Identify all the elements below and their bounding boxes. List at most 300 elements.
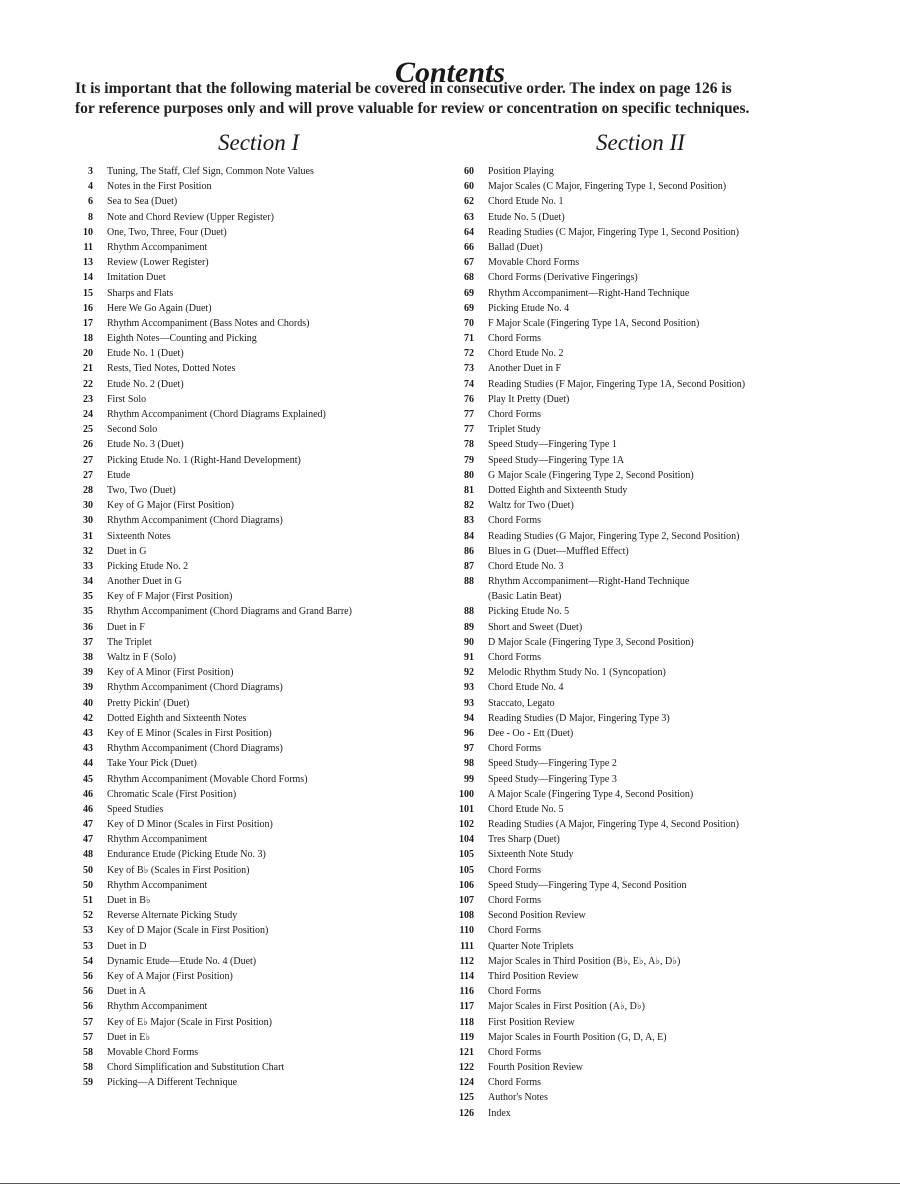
toc-entry xyxy=(74,984,444,999)
toc-entry-title: Key of F Major (First Position) xyxy=(107,591,233,603)
toc-entry-page: 84 xyxy=(464,530,474,542)
toc-entry-title: Chord Forms xyxy=(488,925,542,937)
toc-entry-page: 100 xyxy=(459,788,474,800)
toc-entry-page: 42 xyxy=(83,712,93,724)
toc-entry xyxy=(74,787,444,802)
toc-entry xyxy=(74,422,444,437)
toc-entry-title: Sixteenth Note Study xyxy=(488,849,574,861)
toc-entry-page: 24 xyxy=(83,409,93,420)
toc-entry xyxy=(74,164,444,179)
toc-entry xyxy=(74,696,444,711)
toc-entry xyxy=(448,1075,848,1090)
toc-entry xyxy=(448,240,848,255)
toc-entry-title: Chord Forms xyxy=(488,1046,542,1058)
toc-entry-page: 10 xyxy=(83,226,93,238)
toc-entry-title: Speed Study—Fingering Type 2 xyxy=(488,758,617,770)
toc-entry xyxy=(448,604,848,619)
toc-entry xyxy=(448,772,848,787)
toc-entry-title: Chord Etude No. 1 xyxy=(488,196,564,208)
toc-entry-title: Sixteenth Notes xyxy=(107,530,171,542)
toc-entry-title: Dynamic Etude—Etude No. 4 (Duet) xyxy=(107,955,257,967)
toc-entry-page: 68 xyxy=(464,272,474,284)
toc-entry-title: Rhythm Accompaniment (Bass Notes and Chords) xyxy=(107,317,310,329)
toc-entry-page: 25 xyxy=(83,424,93,436)
toc-entry-page: 34 xyxy=(83,576,93,588)
toc-entry-page: 119 xyxy=(459,1031,474,1043)
toc-entry-title: First Solo xyxy=(107,393,147,405)
toc-entry xyxy=(448,286,848,301)
toc-entry xyxy=(448,210,848,225)
toc-entry-title: Chord Forms (Derivative Fingerings) xyxy=(488,272,638,284)
toc-entry-title: One, Two, Three, Four (Duet) xyxy=(107,226,227,238)
toc-entry xyxy=(448,361,848,376)
toc-entry-page: 44 xyxy=(83,758,93,770)
toc-entry-page: 56 xyxy=(83,970,93,982)
toc-entry-title: Chord Simplification and Substitution Chart xyxy=(107,1062,285,1074)
toc-entry xyxy=(448,179,848,194)
toc-entry-page: 94 xyxy=(464,712,474,724)
toc-entry xyxy=(74,331,444,346)
toc-entry-title: Rhythm Accompaniment (Chord Diagrams) xyxy=(107,743,283,755)
toc-entry-page: 106 xyxy=(459,879,474,891)
toc-entry xyxy=(74,939,444,954)
toc-entry xyxy=(448,437,848,452)
toc-entry xyxy=(74,544,444,559)
toc-entry-page: 4 xyxy=(88,181,93,193)
toc-entry xyxy=(448,316,848,331)
toc-entry xyxy=(74,1060,444,1075)
toc-entry xyxy=(448,1015,848,1030)
toc-entry-page: 30 xyxy=(83,515,93,527)
toc-entry-title: Chord Forms xyxy=(488,743,542,755)
toc-entry-page: 26 xyxy=(83,439,93,451)
toc-entry-title: Third Position Review xyxy=(488,970,579,982)
toc-entry xyxy=(448,863,848,878)
toc-entry-title: F Major Scale (Fingering Type 1A, Second Position) xyxy=(488,317,700,329)
toc-entry-page: 32 xyxy=(83,545,93,557)
toc-entry-page: 110 xyxy=(459,925,474,937)
toc-entry-title: Quarter Note Triplets xyxy=(488,940,574,952)
toc-entry-title: Etude No. 3 (Duet) xyxy=(107,439,184,451)
toc-entry-title: Chord Forms xyxy=(488,1077,542,1089)
toc-entry xyxy=(448,999,848,1014)
toc-entry-title: Chord Forms xyxy=(488,409,542,420)
toc-entry-page: 93 xyxy=(464,697,474,709)
toc-entry xyxy=(448,589,848,604)
toc-entry-title: Movable Chord Forms xyxy=(488,257,580,269)
toc-entry-page: 36 xyxy=(83,621,93,633)
toc-entry-page: 58 xyxy=(83,1046,93,1058)
toc-entry-title: Sharps and Flats xyxy=(107,287,174,299)
toc-entry-page: 83 xyxy=(464,515,474,527)
toc-entry xyxy=(74,999,444,1014)
toc-entry-page: 69 xyxy=(464,287,474,299)
toc-entry-title: Speed Study—Fingering Type 1A xyxy=(488,454,625,466)
toc-entry-page: 112 xyxy=(459,955,474,967)
toc-entry-page: 88 xyxy=(464,576,474,588)
toc-entry xyxy=(74,529,444,544)
toc-entry xyxy=(448,529,848,544)
toc-entry xyxy=(448,498,848,513)
toc-entry-title: Duet in A xyxy=(107,986,146,998)
toc-entry xyxy=(74,817,444,832)
toc-entry xyxy=(74,635,444,650)
toc-entry-page: 48 xyxy=(83,849,93,861)
toc-entry xyxy=(448,392,848,407)
toc-entry xyxy=(448,726,848,741)
toc-entry-title: Key of E Minor (Scales in First Position) xyxy=(107,727,272,739)
toc-entry-page: 117 xyxy=(459,1001,474,1013)
toc-entry-title: Chord Forms xyxy=(488,986,542,998)
toc-entry-title: Key of D Minor (Scales in First Position) xyxy=(107,819,273,831)
toc-entry xyxy=(74,316,444,331)
toc-entry xyxy=(448,787,848,802)
toc-entry-page: 125 xyxy=(459,1092,474,1104)
toc-entry-page: 50 xyxy=(83,864,93,876)
toc-entry-page: 23 xyxy=(83,393,93,405)
toc-entry-title: Rhythm Accompaniment (Movable Chord Forms) xyxy=(107,773,308,785)
toc-entry-title: Chord Etude No. 4 xyxy=(488,682,564,694)
toc-entry-page: 52 xyxy=(83,910,93,922)
bottom-rule xyxy=(0,1183,900,1184)
toc-entry xyxy=(74,483,444,498)
toc-entry-title: Speed Studies xyxy=(107,803,164,815)
toc-entry-title: Movable Chord Forms xyxy=(107,1046,199,1058)
toc-entry xyxy=(448,984,848,999)
toc-entry-page: 63 xyxy=(464,211,474,223)
toc-entry xyxy=(448,802,848,817)
toc-entry-page: 31 xyxy=(83,530,93,542)
toc-entry-page: 60 xyxy=(464,166,474,177)
toc-entry-title: D Major Scale (Fingering Type 3, Second Position) xyxy=(488,636,694,648)
toc-entry-page: 116 xyxy=(459,986,474,998)
page-title: Contents xyxy=(394,56,506,90)
toc-entry xyxy=(74,286,444,301)
toc-entry-title: Picking Etude No. 4 xyxy=(488,302,570,314)
toc-entry-page: 37 xyxy=(83,636,93,648)
toc-entry xyxy=(448,878,848,893)
toc-entry-title: Speed Study—Fingering Type 4, Second Position xyxy=(488,879,687,891)
toc-entry xyxy=(74,620,444,635)
toc-entry-title: Rests, Tied Notes, Dotted Notes xyxy=(107,363,236,375)
toc-entry-title: Rhythm Accompaniment (Chord Diagrams) xyxy=(107,682,283,694)
toc-entry-title: Dotted Eighth and Sixteenth Study xyxy=(488,484,628,496)
toc-entry-title: Rhythm Accompaniment (Chord Diagrams Explained) xyxy=(107,409,326,420)
toc-entry-title: Imitation Duet xyxy=(107,272,166,284)
toc-entry-title: Second Solo xyxy=(107,424,158,436)
toc-entry-page: 35 xyxy=(83,606,93,618)
toc-entry-page: 87 xyxy=(464,560,474,572)
toc-entry-page: 69 xyxy=(464,302,474,314)
toc-entry-page: 53 xyxy=(83,940,93,952)
toc-entry-title: Endurance Etude (Picking Etude No. 3) xyxy=(107,849,266,861)
toc-entry xyxy=(74,832,444,847)
toc-entry xyxy=(448,422,848,437)
toc-entry-page: 105 xyxy=(459,864,474,876)
toc-entry xyxy=(448,923,848,938)
toc-entry-page: 66 xyxy=(464,241,474,253)
toc-entry-page: 62 xyxy=(464,196,474,208)
toc-entry-page: 13 xyxy=(83,257,93,269)
toc-entry xyxy=(74,377,444,392)
intro-paragraph xyxy=(75,79,827,119)
toc-entry-title: Chord Etude No. 2 xyxy=(488,348,564,360)
toc-entry-page: 43 xyxy=(83,727,93,739)
toc-entry-page: 97 xyxy=(464,743,474,755)
toc-entry-page: 82 xyxy=(464,500,474,512)
toc-entry-page: 88 xyxy=(464,606,474,618)
toc-entry-page: 108 xyxy=(459,910,474,922)
toc-entry xyxy=(448,194,848,209)
toc-entry-page: 92 xyxy=(464,667,474,679)
toc-entry-page: 18 xyxy=(83,333,93,345)
toc-entry-title: Picking Etude No. 2 xyxy=(107,560,189,572)
toc-entry-page: 47 xyxy=(83,819,93,831)
toc-entry-page: 57 xyxy=(83,1031,93,1043)
toc-entry-page: 43 xyxy=(83,743,93,755)
toc-entry-page: 40 xyxy=(83,697,93,709)
toc-entry-page: 46 xyxy=(83,788,93,800)
toc-entry-page: 126 xyxy=(459,1107,474,1119)
toc-entry xyxy=(448,1045,848,1060)
toc-entry xyxy=(448,635,848,650)
toc-entry-page: 105 xyxy=(459,849,474,861)
toc-entry xyxy=(74,893,444,908)
toc-entry-page: 28 xyxy=(83,484,93,496)
toc-entry xyxy=(448,331,848,346)
toc-entry-page: 38 xyxy=(83,652,93,663)
toc-entry-title: Rhythm Accompaniment—Right-Hand Technique xyxy=(488,287,690,299)
toc-entry xyxy=(74,301,444,316)
toc-entry-title: Staccato, Legato xyxy=(488,697,555,709)
toc-entry-title: Duet in D xyxy=(107,940,147,952)
toc-entry-page: 16 xyxy=(83,302,93,314)
toc-entry-title: (Basic Latin Beat) xyxy=(488,591,562,603)
toc-entry-title: Rhythm Accompaniment (Chord Diagrams and Grand Barre) xyxy=(107,606,352,618)
toc-entry-page: 74 xyxy=(464,378,474,390)
toc-entry xyxy=(74,255,444,270)
toc-entry-page: 96 xyxy=(464,727,474,739)
toc-entry-title: Short and Sweet (Duet) xyxy=(488,621,583,633)
toc-entry xyxy=(74,863,444,878)
toc-entry-title: Etude xyxy=(107,469,131,481)
toc-entry-title: Major Scales in Third Position (B♭, E♭, A♭, D♭) xyxy=(488,955,681,967)
toc-entry xyxy=(74,878,444,893)
toc-entry-page: 121 xyxy=(459,1046,474,1058)
toc-entry-page: 73 xyxy=(464,363,474,375)
toc-entry xyxy=(448,680,848,695)
toc-entry xyxy=(74,513,444,528)
toc-entry xyxy=(448,696,848,711)
toc-entry-page: 70 xyxy=(464,317,474,329)
toc-entry-page: 99 xyxy=(464,773,474,785)
toc-entry xyxy=(448,817,848,832)
toc-entry-title: Dee - Oo - Ett (Duet) xyxy=(488,727,574,739)
toc-entry xyxy=(74,361,444,376)
toc-entry-title: Tres Sharp (Duet) xyxy=(488,834,560,846)
toc-entry-page: 114 xyxy=(459,970,474,982)
toc-entry xyxy=(74,954,444,969)
toc-entry-page: 51 xyxy=(83,895,93,906)
toc-entry xyxy=(74,392,444,407)
toc-entry xyxy=(448,939,848,954)
toc-entry-page: 78 xyxy=(464,439,474,451)
toc-entry-page: 104 xyxy=(459,834,474,846)
toc-entry-page: 102 xyxy=(459,819,474,831)
toc-entry xyxy=(74,498,444,513)
toc-entry-page: 98 xyxy=(464,758,474,770)
toc-entry-page: 81 xyxy=(464,484,474,496)
toc-entry-title: Chord Forms xyxy=(488,652,542,663)
toc-entry-page: 33 xyxy=(83,560,93,572)
toc-entry-title: Second Position Review xyxy=(488,910,586,922)
toc-entry-title: Duet in E♭ xyxy=(107,1031,151,1043)
toc-entry xyxy=(74,589,444,604)
toc-entry-title: Dotted Eighth and Sixteenth Notes xyxy=(107,712,247,724)
toc-entry-title: Blues in G (Duet—Muffled Effect) xyxy=(488,545,629,557)
toc-entry xyxy=(448,468,848,483)
toc-entry xyxy=(448,574,848,589)
toc-entry-title: Key of E♭ Major (Scale in First Position) xyxy=(107,1016,272,1028)
toc-entry-page: 20 xyxy=(83,348,93,360)
toc-entry xyxy=(448,301,848,316)
toc-entry-title: Reading Studies (A Major, Fingering Type 4, Second Position) xyxy=(488,819,739,831)
toc-entry-page: 17 xyxy=(83,317,93,329)
toc-entry-page: 22 xyxy=(83,378,93,390)
toc-entry xyxy=(448,741,848,756)
toc-entry-title: Picking Etude No. 1 (Right-Hand Development) xyxy=(107,454,301,466)
toc-entry-page: 91 xyxy=(464,652,474,663)
section-2-heading: Section II xyxy=(596,130,685,155)
toc-entry xyxy=(448,513,848,528)
toc-entry xyxy=(74,1075,444,1090)
toc-entry-page: 14 xyxy=(83,272,93,284)
toc-entry-page: 54 xyxy=(83,955,93,967)
toc-entry xyxy=(448,665,848,680)
toc-entry-title: Chord Forms xyxy=(488,333,542,345)
toc-entry-page: 107 xyxy=(459,895,474,906)
section-2-entry-list xyxy=(448,164,848,1121)
toc-entry xyxy=(74,225,444,240)
toc-entry-page: 35 xyxy=(83,591,93,603)
toc-entry-title: Melodic Rhythm Study No. 1 (Syncopation) xyxy=(488,667,666,679)
toc-entry xyxy=(74,726,444,741)
toc-entry-page: 11 xyxy=(83,241,93,253)
toc-entry xyxy=(74,802,444,817)
toc-entry-page: 86 xyxy=(464,545,474,557)
toc-entry xyxy=(74,1015,444,1030)
toc-entry xyxy=(74,650,444,665)
toc-entry-title: Key of D Major (Scale in First Position) xyxy=(107,925,269,937)
toc-entry-title: Pretty Pickin' (Duet) xyxy=(107,697,190,709)
toc-entry xyxy=(448,164,848,179)
toc-entry xyxy=(448,620,848,635)
toc-entry-title: Rhythm Accompaniment xyxy=(107,241,208,253)
toc-entry xyxy=(448,711,848,726)
toc-entry-title: Triplet Study xyxy=(488,424,541,436)
toc-entry-page: 45 xyxy=(83,773,93,785)
toc-entry-page: 71 xyxy=(464,333,474,345)
toc-entry xyxy=(74,680,444,695)
toc-entry-title: Rhythm Accompaniment xyxy=(107,834,208,846)
toc-entry-title: Key of G Major (First Position) xyxy=(107,500,234,512)
toc-entry-page: 59 xyxy=(83,1077,93,1089)
toc-entry xyxy=(448,559,848,574)
toc-entry xyxy=(448,270,848,285)
toc-entry xyxy=(448,1090,848,1105)
toc-entry-title: Reading Studies (C Major, Fingering Type 1, Second Position) xyxy=(488,226,739,238)
toc-entry-page: 77 xyxy=(464,409,474,420)
toc-entry-title: Major Scales (C Major, Fingering Type 1, Second Position) xyxy=(488,181,727,193)
toc-entry-title: Speed Study—Fingering Type 3 xyxy=(488,773,617,785)
toc-entry-title: Major Scales in First Position (A♭, D♭) xyxy=(488,1001,645,1013)
toc-entry xyxy=(74,604,444,619)
toc-entry-title: Fourth Position Review xyxy=(488,1062,584,1074)
toc-entry-title: Chromatic Scale (First Position) xyxy=(107,788,237,800)
toc-entry xyxy=(448,847,848,862)
toc-entry-page: 72 xyxy=(464,348,474,360)
toc-entry-title: Rhythm Accompaniment xyxy=(107,1001,208,1013)
toc-entry-page: 118 xyxy=(459,1016,474,1028)
toc-entry xyxy=(74,468,444,483)
toc-entry xyxy=(448,954,848,969)
toc-entry-title: Speed Study—Fingering Type 1 xyxy=(488,439,617,451)
toc-entry-page: 93 xyxy=(464,682,474,694)
toc-entry-page: 64 xyxy=(464,226,474,238)
toc-entry-page: 46 xyxy=(83,803,93,815)
toc-entry-page: 50 xyxy=(83,879,93,891)
toc-entry-page: 79 xyxy=(464,454,474,466)
toc-entry-page: 27 xyxy=(83,469,93,481)
toc-entry xyxy=(448,908,848,923)
toc-entry-page: 124 xyxy=(459,1077,474,1089)
toc-entry-title: Sea to Sea (Duet) xyxy=(107,196,178,208)
toc-entry-page: 56 xyxy=(83,986,93,998)
toc-entry xyxy=(74,194,444,209)
toc-entry xyxy=(448,1060,848,1075)
toc-entry xyxy=(448,453,848,468)
toc-entry xyxy=(74,756,444,771)
toc-entry-page: 3 xyxy=(88,166,93,177)
toc-entry-title: Review (Lower Register) xyxy=(107,257,209,269)
toc-entry-title: Tuning, The Staff, Clef Sign, Common Note Values xyxy=(107,166,314,177)
toc-entry-title: Two, Two (Duet) xyxy=(107,484,176,496)
toc-entry-title: Rhythm Accompaniment xyxy=(107,879,208,891)
toc-entry xyxy=(74,559,444,574)
toc-entry-page: 122 xyxy=(459,1062,474,1074)
toc-entry xyxy=(448,483,848,498)
toc-entry-title: Eighth Notes—Counting and Picking xyxy=(107,333,257,345)
toc-entry-title: Author's Notes xyxy=(488,1092,548,1104)
toc-entry-page: 8 xyxy=(88,211,93,223)
toc-entry-title: Here We Go Again (Duet) xyxy=(107,302,212,314)
toc-entry-page: 30 xyxy=(83,500,93,512)
toc-entry xyxy=(74,240,444,255)
toc-entry-title: Etude No. 1 (Duet) xyxy=(107,348,184,360)
toc-entry-title: Key of A Minor (First Position) xyxy=(107,667,234,679)
toc-entry-title: First Position Review xyxy=(488,1016,575,1028)
toc-entry xyxy=(448,255,848,270)
toc-entry-page: 39 xyxy=(83,682,93,694)
toc-entry-page: 58 xyxy=(83,1062,93,1074)
toc-entry-page: 15 xyxy=(83,287,93,299)
toc-entry xyxy=(74,346,444,361)
toc-entry-page: 67 xyxy=(464,257,474,269)
toc-entry-page: 39 xyxy=(83,667,93,679)
toc-entry-title: Position Playing xyxy=(488,166,554,177)
toc-entry-title: Key of B♭ (Scales in First Position) xyxy=(107,864,250,876)
toc-entry-page: 89 xyxy=(464,621,474,633)
